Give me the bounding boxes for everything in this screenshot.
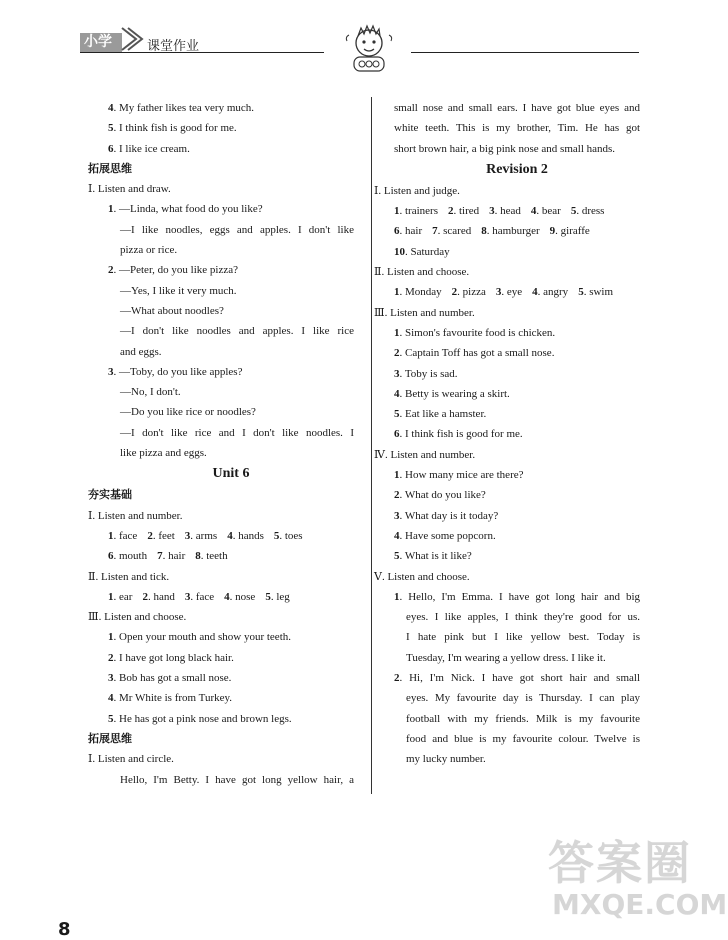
answer-item bbox=[142, 591, 174, 603]
exercise-heading: Ⅲ. Listen and choose. bbox=[88, 611, 187, 624]
text-line: and eggs. bbox=[120, 345, 162, 358]
answer-item bbox=[274, 530, 303, 542]
item-dot: . bbox=[494, 205, 501, 218]
item-text: bear bbox=[541, 205, 561, 218]
item-text: I think fish is good for me. bbox=[119, 122, 237, 135]
item-dot: . bbox=[536, 205, 542, 218]
item-text: Eat like a hamster. bbox=[405, 408, 487, 421]
answer-item bbox=[394, 404, 640, 424]
item-dot: . bbox=[270, 590, 277, 603]
answer-item bbox=[394, 286, 442, 298]
answer-item bbox=[147, 530, 174, 542]
item-text: My father likes tea very much. bbox=[119, 102, 255, 114]
item-dot: . bbox=[232, 529, 239, 542]
answer-item bbox=[185, 591, 214, 603]
text-line: —I don't like rice and I don't like noodles. I bbox=[120, 426, 354, 439]
item-text: Hi, I'm Nick. I have got short hair and small bbox=[409, 672, 640, 685]
answer-item bbox=[394, 364, 640, 384]
item-text: scared bbox=[443, 225, 472, 238]
answer-item bbox=[571, 205, 605, 217]
item-dot: . bbox=[399, 590, 409, 603]
item-text: Captain Toff has got a small nose. bbox=[405, 347, 555, 360]
item-number: 1 bbox=[108, 631, 114, 644]
answer-item bbox=[448, 205, 479, 217]
answer-item bbox=[452, 286, 486, 298]
item-text: face bbox=[119, 529, 138, 542]
answer-item bbox=[108, 591, 132, 603]
item-number: 5 bbox=[394, 408, 400, 421]
item-number: 5 bbox=[108, 712, 114, 725]
watermark bbox=[548, 838, 727, 922]
section-heading: Unit 6 bbox=[212, 466, 250, 482]
text-line: Tuesday, I'm wearing a yellow dress. I like it. bbox=[406, 651, 606, 664]
item-dot: . bbox=[113, 692, 119, 705]
answer-item bbox=[394, 384, 640, 404]
item-number: 3 bbox=[184, 529, 191, 542]
item-number: 10 bbox=[394, 245, 405, 258]
item-number: 8 bbox=[481, 225, 487, 238]
item-dot: . bbox=[113, 672, 119, 685]
answer-item bbox=[108, 550, 147, 562]
exercise-heading: Ⅰ. Listen and number. bbox=[88, 509, 183, 522]
text-line: Hello, I'm Betty. I have got long yellow hair, a bbox=[120, 773, 354, 786]
item-dot: . bbox=[113, 529, 119, 542]
answer-item bbox=[578, 286, 613, 298]
item-dot: . bbox=[399, 387, 405, 400]
item-text: —Linda, what food do you like? bbox=[119, 203, 263, 216]
header-grade-tag: 小学 bbox=[80, 33, 122, 52]
answer-item bbox=[108, 98, 354, 118]
answer-item bbox=[108, 648, 354, 668]
answer-item bbox=[108, 627, 354, 647]
item-number: 3 bbox=[108, 365, 114, 378]
item-dot: . bbox=[399, 408, 405, 421]
header-title: 课堂作业 bbox=[147, 39, 200, 54]
item-number: 3 bbox=[489, 205, 495, 218]
answer-item bbox=[108, 139, 354, 159]
answer-item bbox=[394, 668, 640, 688]
watermark-text: 答案圈 bbox=[548, 836, 692, 890]
item-number: 4 bbox=[530, 205, 537, 218]
item-number: 1 bbox=[394, 469, 400, 482]
item-text: Betty is wearing a skirt. bbox=[405, 387, 510, 400]
item-dot: . bbox=[190, 590, 196, 603]
item-number: 4 bbox=[224, 590, 230, 603]
text-line: —I don't like noodles and apples. I like rice bbox=[120, 325, 354, 338]
answer-item bbox=[532, 286, 568, 298]
item-text: hair bbox=[405, 225, 423, 238]
answer-item bbox=[108, 668, 354, 688]
item-number: 6 bbox=[394, 225, 400, 238]
cartoon-boy-mascot-icon bbox=[342, 23, 396, 75]
exercise-heading: Ⅴ. Listen and choose. bbox=[374, 570, 470, 583]
item-number: 5 bbox=[578, 286, 584, 299]
item-dot: . bbox=[399, 550, 405, 563]
item-text: eye bbox=[506, 286, 523, 299]
answer-item bbox=[224, 591, 255, 603]
answer-item bbox=[394, 343, 640, 363]
item-text: How many mice are there? bbox=[405, 469, 524, 482]
answer-item bbox=[108, 260, 354, 280]
answer-row bbox=[108, 526, 354, 546]
item-text: ear bbox=[119, 590, 133, 603]
item-dot: . bbox=[453, 205, 459, 218]
item-text: He has got a pink nose and brown legs. bbox=[119, 712, 292, 725]
item-text: hand bbox=[153, 590, 175, 603]
watermark-url: MXQE.COM bbox=[552, 888, 728, 921]
item-number: 1 bbox=[108, 203, 114, 216]
item-text: dress bbox=[581, 205, 605, 218]
item-text: hamburger bbox=[492, 225, 540, 238]
item-number: 1 bbox=[394, 590, 400, 603]
answer-item bbox=[108, 118, 354, 138]
item-dot: . bbox=[501, 286, 507, 299]
left-column bbox=[88, 98, 354, 790]
text-line: small nose and small ears. I have got blue eyes and bbox=[394, 102, 640, 114]
item-dot: . bbox=[162, 550, 169, 563]
item-dot: . bbox=[399, 205, 405, 218]
page-number: 8 bbox=[58, 919, 71, 940]
item-text: hair bbox=[168, 550, 186, 563]
item-number: 3 bbox=[495, 286, 502, 299]
answer-item bbox=[394, 246, 450, 258]
text-line: like pizza and eggs. bbox=[120, 447, 207, 460]
item-dot: . bbox=[200, 550, 207, 563]
item-number: 2 bbox=[394, 489, 400, 502]
item-text: trainers bbox=[405, 205, 438, 218]
item-dot: . bbox=[113, 651, 119, 664]
item-text: toes bbox=[284, 529, 303, 542]
answer-row bbox=[108, 587, 354, 607]
answer-row bbox=[394, 242, 640, 262]
item-text: feet bbox=[158, 529, 175, 542]
text-line: football with my friends. Milk is my favourite bbox=[406, 712, 640, 725]
item-number: 9 bbox=[549, 225, 556, 238]
answer-item bbox=[227, 530, 264, 542]
item-dot: . bbox=[399, 367, 405, 380]
item-dot: . bbox=[399, 469, 405, 482]
item-dot: . bbox=[399, 225, 405, 238]
text-line: eyes. I like apples, I think they're good for us. bbox=[406, 611, 640, 624]
answer-row bbox=[394, 282, 640, 302]
item-text: I think fish is good for me. bbox=[405, 428, 523, 441]
header-rule-right bbox=[411, 52, 639, 53]
item-text: Mr White is from Turkey. bbox=[119, 692, 233, 705]
answer-item bbox=[394, 205, 438, 217]
item-dot: . bbox=[457, 286, 463, 299]
part-heading: 夯实基础 bbox=[88, 488, 132, 502]
item-number: 5 bbox=[273, 529, 280, 542]
answer-item bbox=[550, 225, 590, 237]
item-dot: . bbox=[279, 529, 285, 542]
answer-item bbox=[195, 550, 227, 562]
answer-item bbox=[108, 199, 354, 219]
item-number: 6 bbox=[108, 142, 114, 155]
text-line: eyes. My favourite day is Thursday. I can play bbox=[406, 692, 640, 705]
text-line: pizza or rice. bbox=[120, 244, 178, 257]
item-dot: . bbox=[399, 672, 410, 685]
item-text: face bbox=[195, 590, 215, 603]
answer-item bbox=[108, 688, 354, 708]
item-dot: . bbox=[399, 428, 405, 441]
item-text: nose bbox=[235, 590, 256, 603]
item-number: 2 bbox=[451, 286, 458, 299]
item-text: —Toby, do you like apples? bbox=[119, 365, 243, 378]
item-number: 1 bbox=[108, 590, 114, 603]
item-dot: . bbox=[113, 122, 119, 135]
item-text: Bob has got a small nose. bbox=[119, 672, 232, 685]
item-dot: . bbox=[437, 225, 444, 238]
item-dot: . bbox=[486, 225, 493, 238]
text-line: my lucky number. bbox=[406, 753, 486, 766]
item-number: 1 bbox=[394, 326, 400, 339]
item-number: 8 bbox=[195, 550, 201, 563]
text-line: food and blue is my favourite colour. Twelve is bbox=[406, 732, 640, 745]
item-dot: . bbox=[229, 590, 236, 603]
text-line: —Yes, I like it very much. bbox=[120, 284, 237, 297]
item-number: 4 bbox=[108, 102, 114, 114]
item-number: 1 bbox=[394, 205, 400, 218]
item-text: hands bbox=[238, 529, 264, 542]
item-dot: . bbox=[399, 347, 405, 360]
chevron-decoration-icon bbox=[116, 22, 150, 56]
answer-item bbox=[394, 506, 640, 526]
item-dot: . bbox=[399, 529, 405, 542]
item-dot: . bbox=[113, 142, 119, 155]
item-dot: . bbox=[113, 102, 119, 114]
item-number: 2 bbox=[147, 529, 153, 542]
part-heading: 拓展思维 bbox=[88, 161, 132, 175]
item-text: Toby is sad. bbox=[404, 367, 458, 380]
item-dot: . bbox=[113, 712, 119, 725]
item-number: 4 bbox=[394, 529, 400, 542]
item-text: teeth bbox=[206, 550, 228, 563]
item-number: 2 bbox=[447, 205, 454, 218]
answer-row bbox=[108, 546, 354, 566]
item-text: Monday bbox=[405, 286, 442, 299]
item-number: 2 bbox=[142, 590, 148, 603]
item-number: 3 bbox=[108, 672, 114, 685]
item-dot: . bbox=[555, 225, 561, 238]
item-dot: . bbox=[152, 529, 159, 542]
answer-row bbox=[394, 201, 640, 221]
answer-item bbox=[496, 286, 522, 298]
answer-item bbox=[481, 225, 539, 237]
item-number: 5 bbox=[108, 122, 114, 135]
item-text: What day is it today? bbox=[404, 509, 499, 522]
item-number: 6 bbox=[108, 550, 114, 563]
item-dot: . bbox=[113, 264, 119, 277]
header-rule-left bbox=[80, 52, 324, 53]
item-number: 7 bbox=[432, 225, 438, 238]
item-number: 4 bbox=[227, 529, 233, 542]
answer-item bbox=[394, 526, 640, 546]
text-line: —I like noodles, eggs and apples. I don't like bbox=[120, 223, 354, 236]
item-number: 2 bbox=[108, 264, 114, 277]
item-text: tired bbox=[458, 205, 480, 218]
item-text: Open your mouth and show your teeth. bbox=[119, 631, 291, 644]
answer-item bbox=[265, 591, 289, 603]
item-number: 1 bbox=[394, 286, 400, 299]
answer-item bbox=[394, 424, 640, 444]
part-heading: 拓展思维 bbox=[88, 731, 132, 745]
answer-item bbox=[185, 530, 217, 542]
answer-item bbox=[394, 323, 640, 343]
answer-item bbox=[394, 465, 640, 485]
item-dot: . bbox=[399, 286, 405, 299]
item-dot: . bbox=[399, 509, 405, 522]
exercise-heading: Ⅰ. Listen and judge. bbox=[374, 184, 460, 197]
item-dot: . bbox=[190, 529, 196, 542]
answer-row bbox=[394, 221, 640, 241]
answer-item bbox=[108, 709, 354, 729]
item-text: pizza bbox=[462, 286, 486, 299]
item-dot: . bbox=[405, 245, 411, 258]
item-number: 2 bbox=[394, 672, 400, 685]
answer-item bbox=[394, 225, 422, 237]
answer-item bbox=[394, 485, 640, 505]
answer-item bbox=[108, 530, 137, 542]
item-number: 4 bbox=[108, 692, 114, 705]
item-number: 3 bbox=[394, 367, 400, 380]
item-text: I have got long black hair. bbox=[119, 651, 234, 664]
column-divider bbox=[371, 97, 372, 794]
exercise-heading: Ⅰ. Listen and draw. bbox=[88, 183, 171, 196]
item-dot: . bbox=[113, 203, 119, 216]
item-text: giraffe bbox=[560, 225, 590, 238]
item-dot: . bbox=[113, 550, 119, 563]
item-number: 4 bbox=[532, 286, 538, 299]
item-text: What do you like? bbox=[404, 489, 486, 502]
item-text: arms bbox=[195, 529, 218, 542]
exercise-heading: Ⅱ. Listen and tick. bbox=[88, 570, 170, 583]
item-dot: . bbox=[399, 326, 405, 339]
item-dot: . bbox=[113, 590, 119, 603]
item-text: Simon's favourite food is chicken. bbox=[405, 326, 556, 339]
item-text: What is it like? bbox=[404, 550, 472, 563]
answer-item bbox=[432, 225, 471, 237]
item-dot: . bbox=[399, 489, 405, 502]
item-number: 3 bbox=[184, 590, 191, 603]
item-dot: . bbox=[147, 590, 154, 603]
item-text: Hello, I'm Emma. I have got long hair and big bbox=[408, 590, 640, 603]
item-text: mouth bbox=[119, 550, 148, 563]
item-dot: . bbox=[583, 286, 590, 299]
text-line: I hate pink but I like yellow best. Today is bbox=[406, 631, 640, 644]
item-number: 5 bbox=[394, 550, 400, 563]
text-line: short brown hair, a big pink nose and small hands. bbox=[394, 142, 616, 155]
item-number: 5 bbox=[265, 590, 271, 603]
item-text: Have some popcorn. bbox=[405, 529, 496, 542]
item-number: 6 bbox=[394, 428, 400, 441]
item-number: 2 bbox=[394, 347, 400, 360]
section-heading: Revision 2 bbox=[486, 161, 548, 177]
item-dot: . bbox=[537, 286, 544, 299]
item-number: 3 bbox=[394, 509, 400, 522]
text-line: —Do you like rice or noodles? bbox=[120, 406, 256, 419]
item-number: 4 bbox=[394, 387, 400, 400]
item-dot: . bbox=[113, 365, 119, 378]
right-column bbox=[374, 98, 640, 770]
answer-item bbox=[489, 205, 521, 217]
item-dot: . bbox=[576, 205, 582, 218]
item-text: leg bbox=[276, 590, 290, 603]
exercise-heading: Ⅳ. Listen and number. bbox=[374, 448, 476, 461]
item-text: I like ice cream. bbox=[119, 142, 190, 155]
item-dot: . bbox=[113, 631, 119, 644]
answer-item bbox=[394, 546, 640, 566]
exercise-heading: Ⅱ. Listen and choose. bbox=[374, 266, 470, 279]
answer-item bbox=[108, 362, 354, 382]
text-line: white teeth. This is my brother, Tim. He has got bbox=[394, 122, 640, 135]
exercise-heading: Ⅰ. Listen and circle. bbox=[88, 753, 174, 766]
answer-item bbox=[394, 587, 640, 607]
item-number: 2 bbox=[108, 651, 114, 664]
text-line: —What about noodles? bbox=[120, 304, 224, 317]
item-text: angry bbox=[543, 286, 569, 299]
text-line: —No, I don't. bbox=[120, 386, 181, 399]
item-number: 1 bbox=[108, 529, 114, 542]
item-text: head bbox=[500, 205, 521, 218]
answer-item bbox=[157, 550, 185, 562]
item-text: —Peter, do you like pizza? bbox=[119, 264, 238, 277]
answer-item bbox=[531, 205, 561, 217]
item-number: 5 bbox=[570, 205, 577, 218]
item-text: swim bbox=[589, 286, 614, 299]
item-number: 7 bbox=[157, 550, 163, 563]
item-text: Saturday bbox=[410, 245, 450, 258]
exercise-heading: Ⅲ. Listen and number. bbox=[374, 306, 475, 319]
